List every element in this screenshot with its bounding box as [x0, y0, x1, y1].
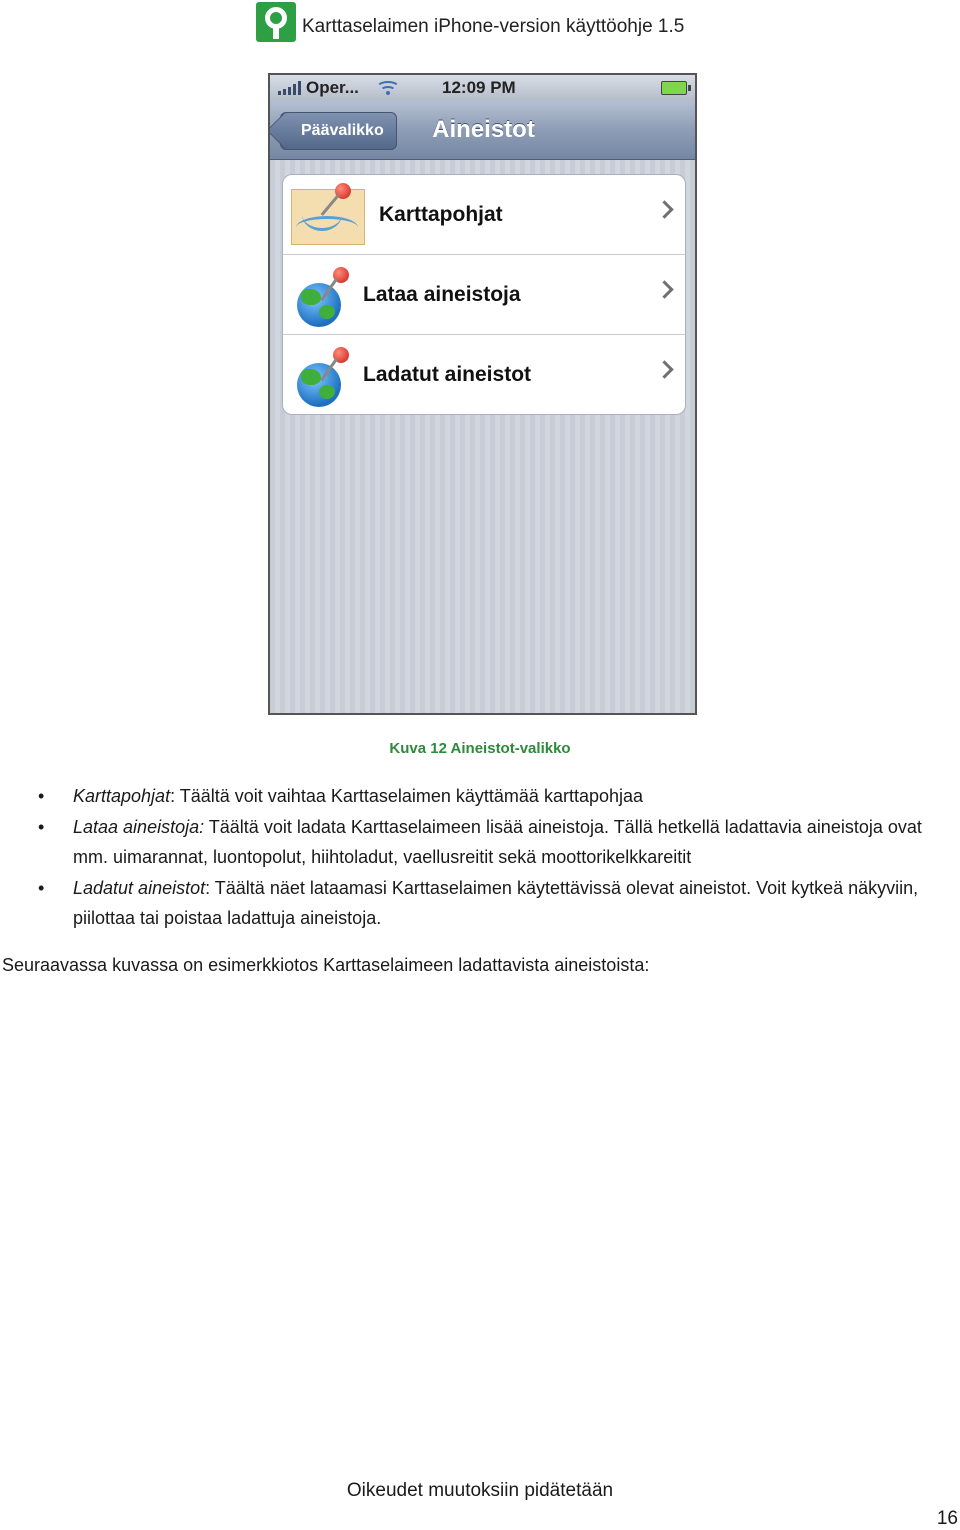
- menu-item-label: Karttapohjat: [379, 202, 503, 226]
- list-item: [38, 873, 953, 934]
- list-item-term: Karttapohjat: [73, 786, 171, 806]
- nav-title: Aineistot: [432, 116, 535, 143]
- chevron-right-icon: [655, 360, 673, 378]
- globe-pin-icon: [289, 343, 349, 407]
- menu-item-karttapohjat[interactable]: [283, 175, 685, 255]
- list-item: [38, 781, 953, 812]
- carrier-name: Oper...: [306, 78, 359, 97]
- figure-caption: Kuva 12 Aineistot-valikko: [389, 740, 571, 757]
- menu-list: [282, 174, 686, 415]
- body-paragraph: Seuraavassa kuvassa on esimerkkiotos Karttaselaimeen ladattavista aineistoista:: [2, 955, 650, 975]
- list-item-term: Ladatut aineistot: [73, 877, 206, 898]
- page-footer: Oikeudet muutoksiin pidätetään: [346, 1480, 614, 1501]
- iphone-screenshot: [268, 73, 697, 715]
- list-item-text: Täältä voit ladata Karttaselaimeen lisää aineistoja. Tällä hetkellä ladattavia aineistoja ovat mm. uimarannat, luontopolut, hiihtoladut, vaellusreitit sekä moottorikelkkareitit: [73, 816, 922, 867]
- globe-pin-icon: [289, 263, 349, 327]
- page-number: 16: [936, 1508, 958, 1529]
- menu-item-label: Ladatut aineistot: [363, 362, 532, 386]
- bullet-list: [38, 781, 953, 934]
- navigation-bar: [270, 101, 695, 160]
- list-item-text: : Täältä voit vaihtaa Karttaselaimen käyttämää karttapohjaa: [170, 786, 644, 806]
- signal-strength-icon: [278, 81, 301, 95]
- battery-icon: [661, 81, 687, 95]
- map-pin-logo-icon: [256, 2, 296, 42]
- chevron-right-icon: [655, 200, 673, 218]
- document-header: [256, 2, 684, 42]
- status-time: 12:09 PM: [442, 78, 516, 97]
- back-button[interactable]: Päävalikko: [280, 112, 397, 150]
- wifi-icon: [377, 81, 399, 95]
- status-bar: [270, 75, 695, 101]
- list-item: [38, 812, 953, 873]
- map-icon: [289, 183, 365, 247]
- list-item-term: Lataa aineistoja:: [73, 816, 205, 837]
- document-title: Karttaselaimen iPhone-version käyttöohje 1.5: [302, 16, 685, 37]
- menu-item-lataa-aineistoja[interactable]: [283, 255, 685, 335]
- menu-item-label: Lataa aineistoja: [363, 282, 521, 306]
- chevron-right-icon: [655, 280, 673, 298]
- menu-item-ladatut-aineistot[interactable]: [283, 335, 685, 414]
- list-item-text: : Täältä näet lataamasi Karttaselaimen käytettävissä olevat aineistot. Voit kytkeä näkyviin, piilottaa tai poistaa ladattuja aineistoja.: [73, 877, 919, 928]
